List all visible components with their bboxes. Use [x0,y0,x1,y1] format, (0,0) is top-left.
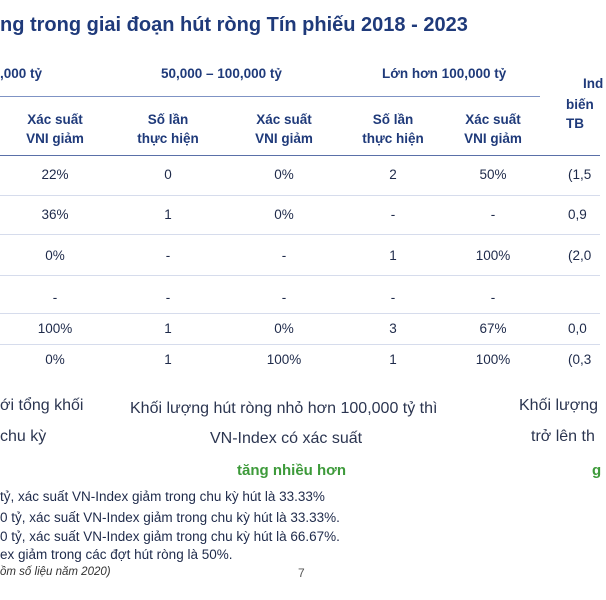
table-cell: 0,0 [568,321,587,336]
table-cell: 100% [475,352,511,367]
bullet-4: ex giảm trong các đợt hút ròng là 50%. [0,547,233,562]
note-middle-line1: Khối lượng hút ròng nhỏ hơn 100,000 tỷ thì [130,400,438,417]
subheader-count-3 [343,110,443,148]
table-cell: (2,0 [568,248,592,263]
subheader-count-2 [118,110,218,148]
subheader-line: Số lần [372,112,414,127]
table-cell: 22% [41,167,69,182]
table-cell: 1 [164,207,172,222]
subheader-line: Xác suất [465,112,521,127]
subheader-index-change [566,95,606,133]
table-cell: 1 [164,321,172,336]
table-cell: 1 [389,248,397,263]
subheader-line: VNI giảm [464,131,522,146]
subheader-line: Số lần [147,112,189,127]
subheader-line: Xác suất [27,112,83,127]
table-cell: 36% [41,207,69,222]
bullet-2: 0 tỷ, xác suất VN-Index giảm trong chu kỳ hút là 33.33%. [0,510,340,525]
subheader-line: thực hiện [137,131,199,146]
table-cell: (1,5 [568,167,592,182]
table-cell: 2 [389,167,397,182]
table-cell: 50% [479,167,507,182]
note-left-line2: chu kỳ [0,428,47,445]
table-cell: 0% [274,167,294,182]
table-cell: - [490,290,496,305]
header-bottom-line [0,155,600,156]
subheader-prob-3 [443,110,543,148]
table-cell: - [281,290,287,305]
subheader-line: Xác suất [256,112,312,127]
table-cell: 0% [274,321,294,336]
bullet-1: tỷ, xác suất VN-Index giảm trong chu kỳ hút là 33.33% [0,489,325,504]
table-cell: - [165,290,171,305]
table-cell: (0,3 [568,352,592,367]
row-divider [0,344,600,345]
subheader-line: VNI giảm [255,131,313,146]
table-cell: 3 [389,321,397,336]
subheader-line: TB [566,116,584,131]
note-middle-line2: VN-Index có xác suất [210,430,363,447]
table-cell: 1 [389,352,397,367]
note-right-line1: Khối lượng [519,397,599,414]
note-right-highlight: g [592,462,602,479]
table-cell: - [52,290,58,305]
group-header-3: Lớn hơn 100,000 tỷ [382,66,507,81]
table-cell: 100% [37,321,73,336]
table-cell: 0% [45,248,65,263]
note-middle-highlight: tăng nhiều hơn [237,462,346,479]
source-note: ồm số liệu năm 2020) [0,566,111,578]
group-divider-line [0,96,540,97]
subheader-line: VNI giảm [26,131,84,146]
row-divider [0,275,600,276]
subheader-prob-1 [5,110,105,148]
subheader-line: thực hiện [362,131,424,146]
slide-title: ng trong giai đoạn hút ròng Tín phiếu 2018 - 2023 [0,14,468,36]
table-cell: - [390,290,396,305]
row-divider [0,234,600,235]
table-cell: 100% [475,248,511,263]
table-cell: 0 [164,167,172,182]
table-cell: 1 [164,352,172,367]
table-cell: 0% [274,207,294,222]
note-left-line1: ới tổng khối [0,397,84,414]
table-cell: - [390,207,396,222]
group-header-4: Ind [583,76,604,91]
table-cell: - [490,207,496,222]
subheader-line: biến [566,97,594,112]
row-divider [0,195,600,196]
page-number: 7 [298,566,305,580]
bullet-3: 0 tỷ, xác suất VN-Index giảm trong chu kỳ hút là 66.67%. [0,529,340,544]
group-header-1: ,000 tỷ [0,66,43,81]
table-cell: - [281,248,287,263]
note-right-line2: trở lên th [531,428,595,445]
group-header-2: 50,000 – 100,000 tỷ [161,66,282,81]
table-cell: 0% [45,352,65,367]
subheader-prob-2 [234,110,334,148]
table-cell: 100% [266,352,302,367]
table-cell: - [165,248,171,263]
table-cell: 67% [479,321,507,336]
table-cell: 0,9 [568,207,587,222]
row-divider [0,313,600,314]
